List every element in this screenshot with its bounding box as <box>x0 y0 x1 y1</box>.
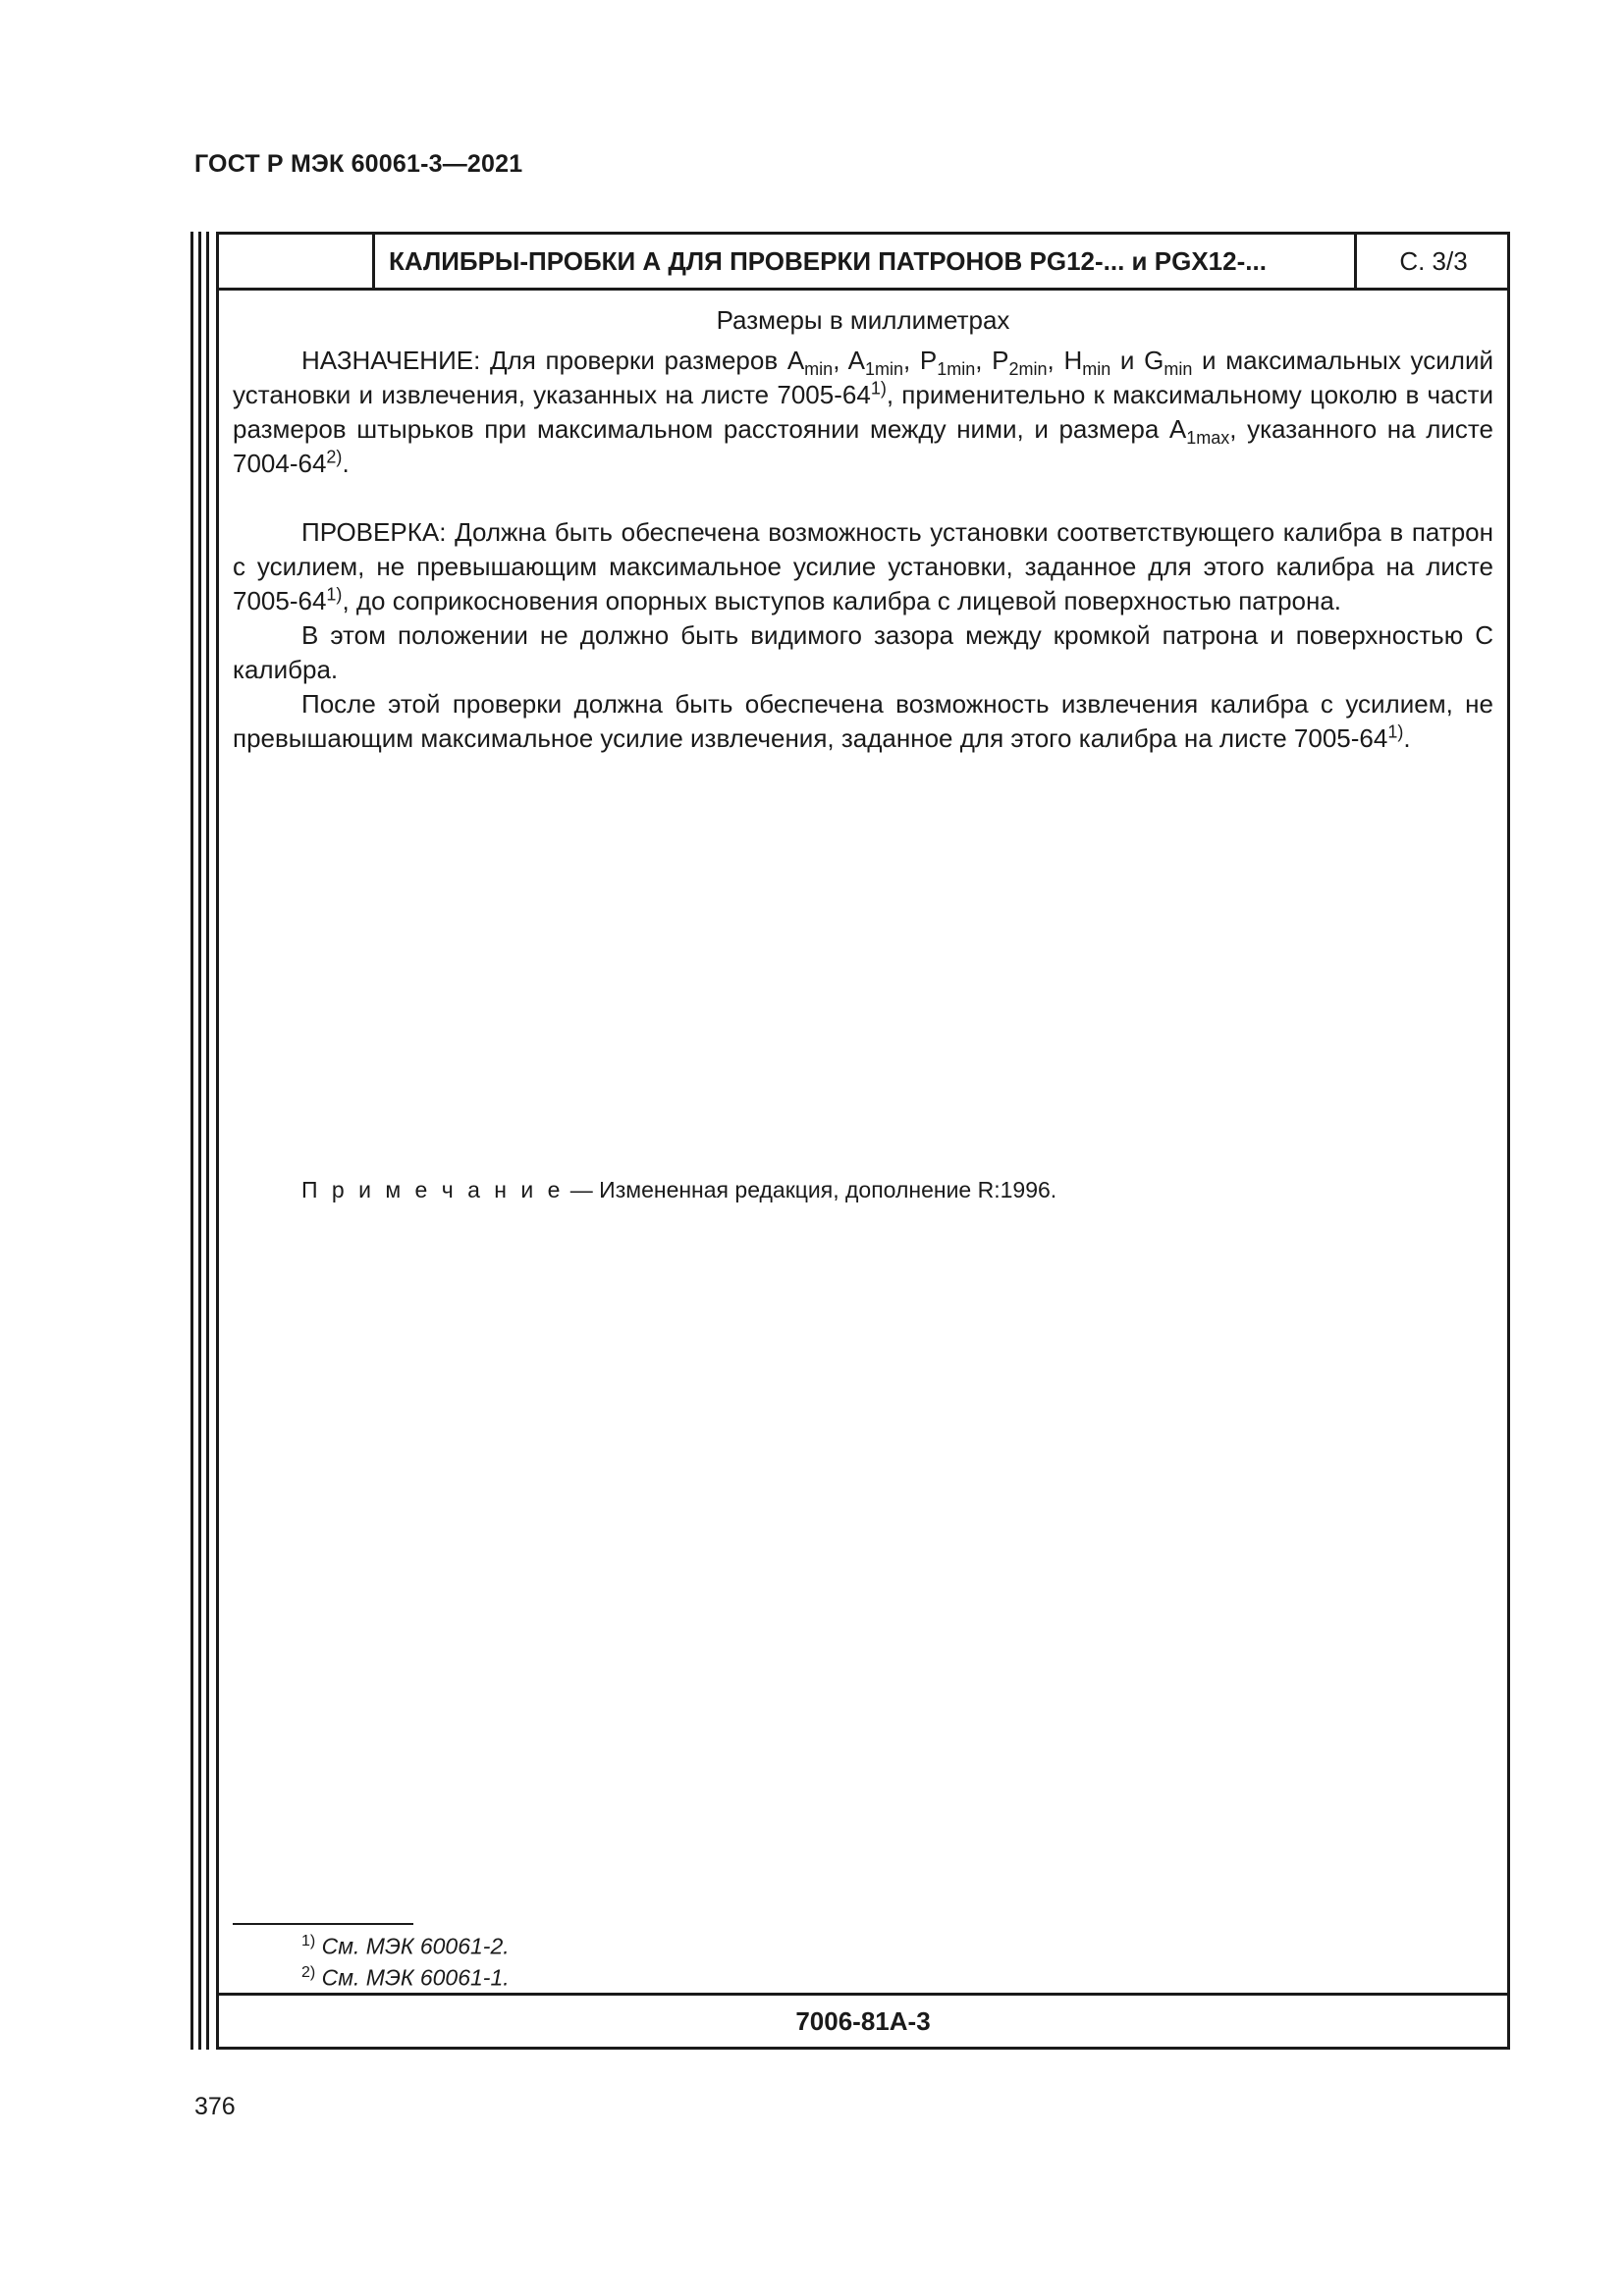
sheet-frame <box>216 232 1510 2050</box>
units-caption: Размеры в миллиметрах <box>716 305 1010 335</box>
check-paragraph: ПРОВЕРКА: Должна быть обеспечена возможность установки соответствующего калибра в патрон с усилием, не превышающим максимальное усилие установки, заданное для этого калибра на листе 7005-64$^{1)}$, до соприкосновения опорных выступов калибра с лицевой поверхностью патрона. <box>233 517 1493 615</box>
page-number: 376 <box>194 2093 236 2120</box>
sheet-code: 7006-81A-3 <box>219 1993 1507 2047</box>
sheet-title: КАЛИБРЫ-ПРОБКИ А ДЛЯ ПРОВЕРКИ ПАТРОНОВ PG12-... и PGX12-... <box>375 235 1357 288</box>
margin-rule-inner <box>206 232 209 2050</box>
footnote-2: $^{2)}$ См. МЭК 60061-1. <box>301 1964 510 1991</box>
footnote-separator <box>233 1923 413 1925</box>
note <box>301 1177 1056 1203</box>
sheet-body <box>233 303 1493 756</box>
document-header: ГОСТ Р МЭК 60061-3—2021 <box>194 150 523 178</box>
note-label: П р и м е ч а н и е <box>301 1177 565 1202</box>
position-paragraph: В этом положении не должно быть видимого зазора между кромкой патрона и поверхностью C калибра. <box>233 620 1493 684</box>
sheet-page-ref: С. 3/3 <box>1399 245 1468 276</box>
margin-rule-outer <box>190 232 193 2050</box>
sheet-title-row <box>219 235 1507 291</box>
note-text: — Измененная редакция, дополнение R:1996. <box>564 1177 1057 1202</box>
purpose-paragraph: НАЗНАЧЕНИЕ: Для проверки размеров $A_{min}$, $A_{1min}$, $P_{1min}$, $P_{2min}$, $H_{min}$ и $G_{min}$ и максимальных усилий установки и извлечения, указанных на листе 7005-64$^{1)}$, применительно к максимальному цоколю в части размеров штырьков при максимальном расстоянии между ними, и размера $A_{1max}$, указанного на листе 7004-64$^{2)}$. <box>233 346 1493 478</box>
removal-paragraph: После этой проверки должна быть обеспечена возможность извлечения калибра с усилием, не превышающим максимальное усилие извлечения, заданное для этого калибра на листе 7005-64$^{1)}$. <box>233 689 1493 753</box>
margin-rule-middle <box>198 232 201 2050</box>
title-blank-cell <box>219 235 375 288</box>
footnote-1: $^{1)}$ См. МЭК 60061-2. <box>301 1933 510 1959</box>
